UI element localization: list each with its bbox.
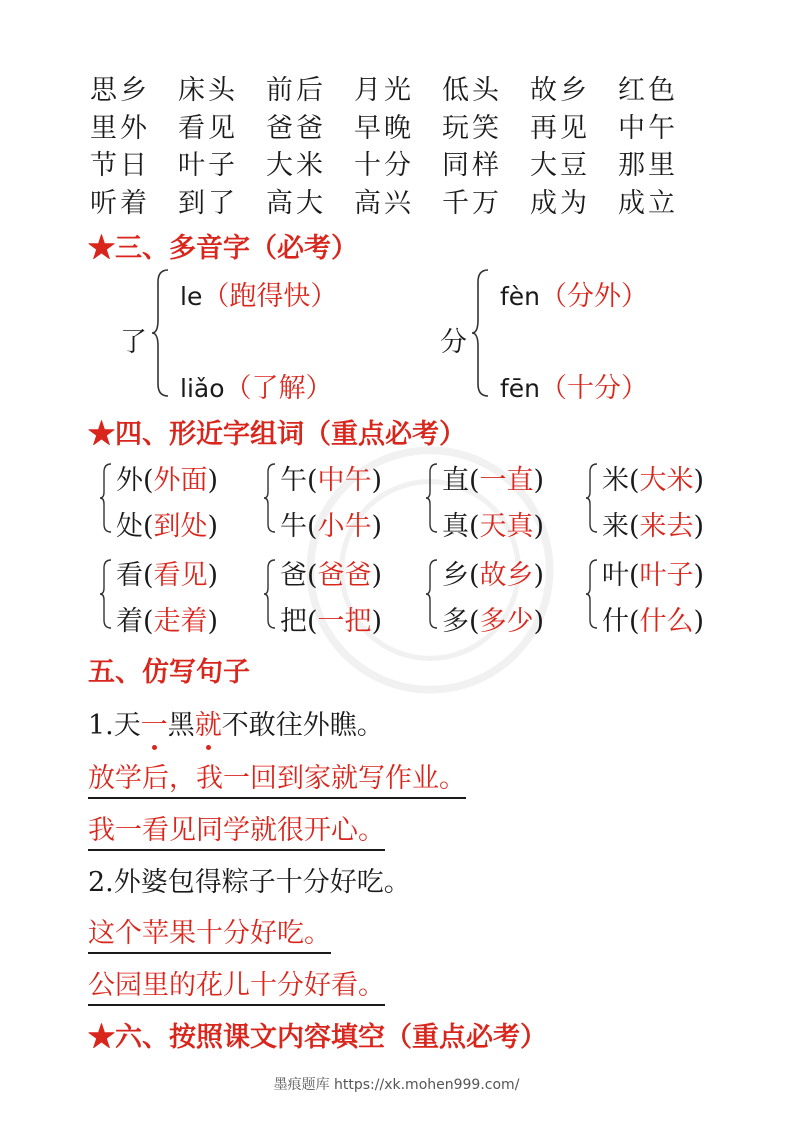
answer: 故乡	[479, 560, 534, 591]
word-cell: 同样	[442, 150, 502, 181]
left-brace-icon	[262, 462, 278, 534]
similar-char-pair: 着(走着)	[116, 606, 219, 637]
answer-line: 公园里的花儿十分好看。	[88, 963, 385, 1006]
left-brace-icon	[262, 558, 278, 630]
sentence-prompt-2: 2.外婆包得粽子十分好吃。	[88, 867, 411, 898]
answer-line: 放学后，我一回到家就写作业。	[88, 756, 466, 799]
word-cell: 床头	[178, 75, 238, 106]
char: 什	[602, 606, 629, 637]
similar-char-pair: 多(多少)	[442, 606, 545, 637]
similar-char-pair: 真(天真)	[442, 511, 545, 542]
word-cell: 里外	[90, 113, 150, 144]
word-cell: 高兴	[354, 188, 414, 219]
polyphone-reading	[500, 274, 648, 313]
similar-char-pair: 牛(小牛)	[280, 511, 383, 542]
answer: 看见	[153, 560, 208, 591]
left-brace-icon	[424, 462, 440, 534]
example: （分外）	[540, 281, 649, 312]
emphasis-word: 就	[194, 710, 222, 741]
pinyin: le	[180, 282, 203, 311]
example: （跑得快）	[202, 281, 338, 312]
polyphone-char: 分	[440, 327, 467, 358]
answer-line: 我一看见同学就很开心。	[88, 808, 385, 851]
sentence-prompt-1	[88, 703, 384, 742]
answer: 什么	[639, 606, 694, 637]
word-cell: 节日	[90, 150, 150, 181]
polyphone-reading	[500, 366, 648, 405]
similar-char-pair: 叶(叶子)	[602, 560, 705, 591]
char: 着	[116, 606, 143, 637]
pinyin: liǎo	[180, 374, 225, 403]
word-cell: 大米	[266, 150, 326, 181]
footer-source: 墨痕题库 https://xk.mohen999.com/	[273, 1077, 520, 1093]
text: 不敢往外瞧。	[221, 710, 384, 741]
answer: 中午	[317, 465, 372, 496]
similar-char-pair: 来(来去)	[602, 511, 705, 542]
pinyin: fèn	[500, 282, 541, 311]
word-cell: 早晚	[354, 113, 414, 144]
left-brace-icon	[584, 462, 600, 534]
char: 米	[602, 465, 629, 496]
char: 多	[442, 606, 469, 637]
word-cell: 前后	[266, 75, 326, 106]
char: 叶	[602, 560, 629, 591]
word-cell: 红色	[618, 75, 678, 106]
word-cell: 到了	[178, 188, 238, 219]
word-cell: 中午	[618, 113, 678, 144]
section4-title: ★四、形近字组词（重点必考）	[88, 419, 466, 450]
similar-char-pair: 直(一直)	[442, 465, 545, 496]
answer: 多少	[479, 606, 534, 637]
answer: 大米	[639, 465, 694, 496]
left-brace-icon	[470, 268, 492, 398]
left-brace-icon	[98, 558, 114, 630]
answer: 爸爸	[317, 560, 372, 591]
word-cell: 听着	[90, 188, 150, 219]
text: 黑	[167, 710, 195, 741]
answer: 一把	[317, 606, 372, 637]
char: 来	[602, 511, 629, 542]
section6-title: ★六、按照课文内容填空（重点必考）	[88, 1022, 547, 1053]
answer: 天真	[479, 511, 534, 542]
similar-char-pair: 米(大米)	[602, 465, 705, 496]
char: 把	[280, 606, 307, 637]
char: 爸	[280, 560, 307, 591]
polyphone-char: 了	[120, 327, 147, 358]
answer: 走着	[153, 606, 208, 637]
word-cell: 看见	[178, 113, 238, 144]
word-cell: 那里	[618, 150, 678, 181]
word-cell: 思乡	[90, 75, 150, 106]
similar-char-pair: 看(看见)	[116, 560, 219, 591]
answer: 叶子	[639, 560, 694, 591]
char: 看	[116, 560, 143, 591]
word-cell: 叶子	[178, 150, 238, 181]
answer: 来去	[639, 511, 694, 542]
word-cell: 低头	[442, 75, 502, 106]
char: 牛	[280, 511, 307, 542]
polyphone-reading	[180, 274, 337, 313]
text: 天	[113, 710, 141, 741]
similar-char-pair: 什(什么)	[602, 606, 705, 637]
section5-title: 五、仿写句子	[88, 657, 250, 688]
similar-char-pair: 乡(故乡)	[442, 560, 545, 591]
polyphone-reading	[180, 366, 333, 405]
answer: 小牛	[317, 511, 372, 542]
similar-char-pair: 外(外面)	[116, 465, 219, 496]
similar-char-pair: 把(一把)	[280, 606, 383, 637]
word-cell: 十分	[354, 150, 414, 181]
section3-title: ★三、多音字（必考）	[88, 233, 358, 264]
similar-char-pair: 爸(爸爸)	[280, 560, 383, 591]
word-cell: 大豆	[530, 150, 590, 181]
char: 外	[116, 465, 143, 496]
left-brace-icon	[584, 558, 600, 630]
word-cell: 月光	[354, 75, 414, 106]
pinyin: fēn	[500, 374, 541, 403]
left-brace-icon	[98, 462, 114, 534]
word-cell: 高大	[266, 188, 326, 219]
char: 直	[442, 465, 469, 496]
left-brace-icon	[424, 558, 440, 630]
example: （十分）	[540, 373, 649, 404]
char: 乡	[442, 560, 469, 591]
word-cell: 故乡	[530, 75, 590, 106]
word-cell: 爸爸	[266, 113, 326, 144]
word-cell: 千万	[442, 188, 502, 219]
word-cell: 玩笑	[442, 113, 502, 144]
similar-char-pair: 处(到处)	[116, 511, 219, 542]
char: 处	[116, 511, 143, 542]
word-cell: 再见	[530, 113, 590, 144]
char: 午	[280, 465, 307, 496]
question-number: 1.	[88, 710, 114, 741]
example: （了解）	[224, 373, 333, 404]
emphasis-word: 一	[140, 710, 168, 741]
answer: 到处	[153, 511, 208, 542]
answer: 一直	[479, 465, 534, 496]
similar-char-pair: 午(中午)	[280, 465, 383, 496]
char: 真	[442, 511, 469, 542]
answer-line: 这个苹果十分好吃。	[88, 911, 331, 954]
left-brace-icon	[150, 268, 172, 398]
answer: 外面	[153, 465, 208, 496]
word-cell: 成为	[530, 188, 590, 219]
word-cell: 成立	[618, 188, 678, 219]
